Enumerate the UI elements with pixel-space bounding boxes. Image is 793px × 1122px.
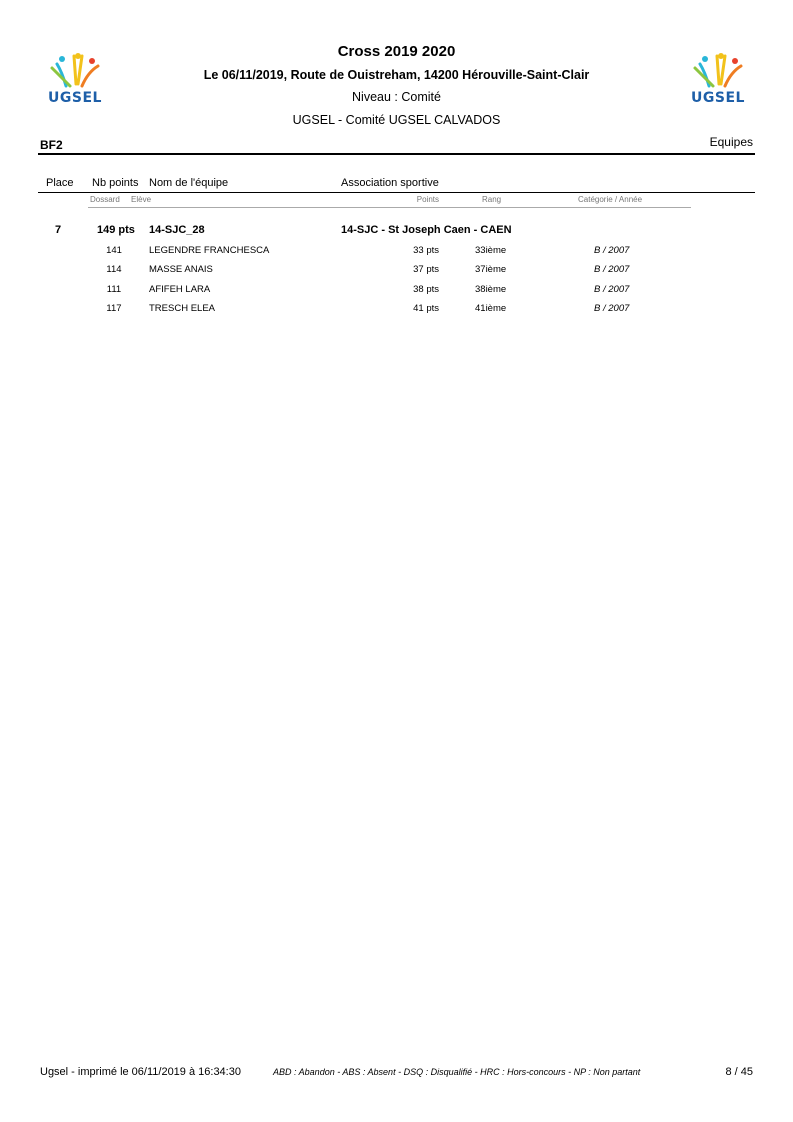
- col-place: Place: [46, 177, 74, 189]
- member-rank: 37ième: [475, 264, 507, 275]
- footer-legend: ABD : Abandon - ABS : Absent - DSQ : Disqualifié - HRC : Hors-concours - NP : Non partant: [273, 1067, 641, 1077]
- section-type: Equipes: [709, 135, 753, 149]
- member-name: LEGENDRE FRANCHESCA: [149, 245, 270, 256]
- col-team-name: Nom de l'équipe: [149, 177, 229, 189]
- subcol-category: Catégorie / Année: [578, 195, 643, 204]
- member-bib: 117: [106, 303, 122, 314]
- subcol-bib: Dossard: [90, 195, 120, 204]
- subcol-student: Elève: [131, 195, 152, 204]
- page-title: Cross 2019 2020: [337, 43, 456, 60]
- header-divider: [38, 192, 755, 193]
- ugsel-logo-text-left: UGSEL: [48, 90, 102, 106]
- category-code: BF2: [40, 138, 63, 152]
- member-category: B / 2007: [594, 245, 630, 256]
- event-subtitle: Le 06/11/2019, Route de Ouistreham, 14200 Hérouville-Saint-Clair: [203, 68, 590, 82]
- member-category: B / 2007: [594, 264, 630, 275]
- team-points: 149 pts: [97, 224, 135, 236]
- organizer-label: UGSEL - Comité UGSEL CALVADOS: [292, 113, 501, 127]
- member-rank: 38ième: [475, 284, 507, 295]
- col-association: Association sportive: [341, 177, 439, 189]
- member-name: MASSE ANAIS: [149, 264, 213, 275]
- member-bib: 111: [106, 284, 122, 295]
- page-number: 8 / 45: [725, 1066, 753, 1078]
- subcol-points: Points: [416, 195, 439, 204]
- team-place: 7: [55, 224, 62, 236]
- member-points: 38 pts: [413, 284, 439, 295]
- member-category: B / 2007: [594, 284, 630, 295]
- member-bib: 141: [106, 245, 122, 256]
- team-name: 14-SJC_28: [149, 224, 205, 236]
- member-rank: 33ième: [475, 245, 507, 256]
- member-bib: 114: [106, 264, 122, 275]
- col-points: Nb points: [92, 177, 139, 189]
- subheader-divider: [88, 207, 691, 208]
- member-name: TRESCH ELEA: [149, 303, 215, 314]
- member-points: 37 pts: [413, 264, 439, 275]
- member-category: B / 2007: [594, 303, 630, 314]
- ugsel-logo-text-right: UGSEL: [691, 90, 745, 106]
- subcol-rank: Rang: [482, 195, 502, 204]
- member-points: 33 pts: [413, 245, 439, 256]
- team-association: 14-SJC - St Joseph Caen - CAEN: [341, 224, 512, 236]
- member-points: 41 pts: [413, 303, 439, 314]
- footer-printed: Ugsel - imprimé le 06/11/2019 à 16:34:30: [40, 1066, 241, 1078]
- member-rank: 41ième: [475, 303, 507, 314]
- level-label: Niveau : Comité: [352, 90, 441, 104]
- member-name: AFIFEH LARA: [149, 284, 211, 295]
- section-divider: [38, 153, 755, 155]
